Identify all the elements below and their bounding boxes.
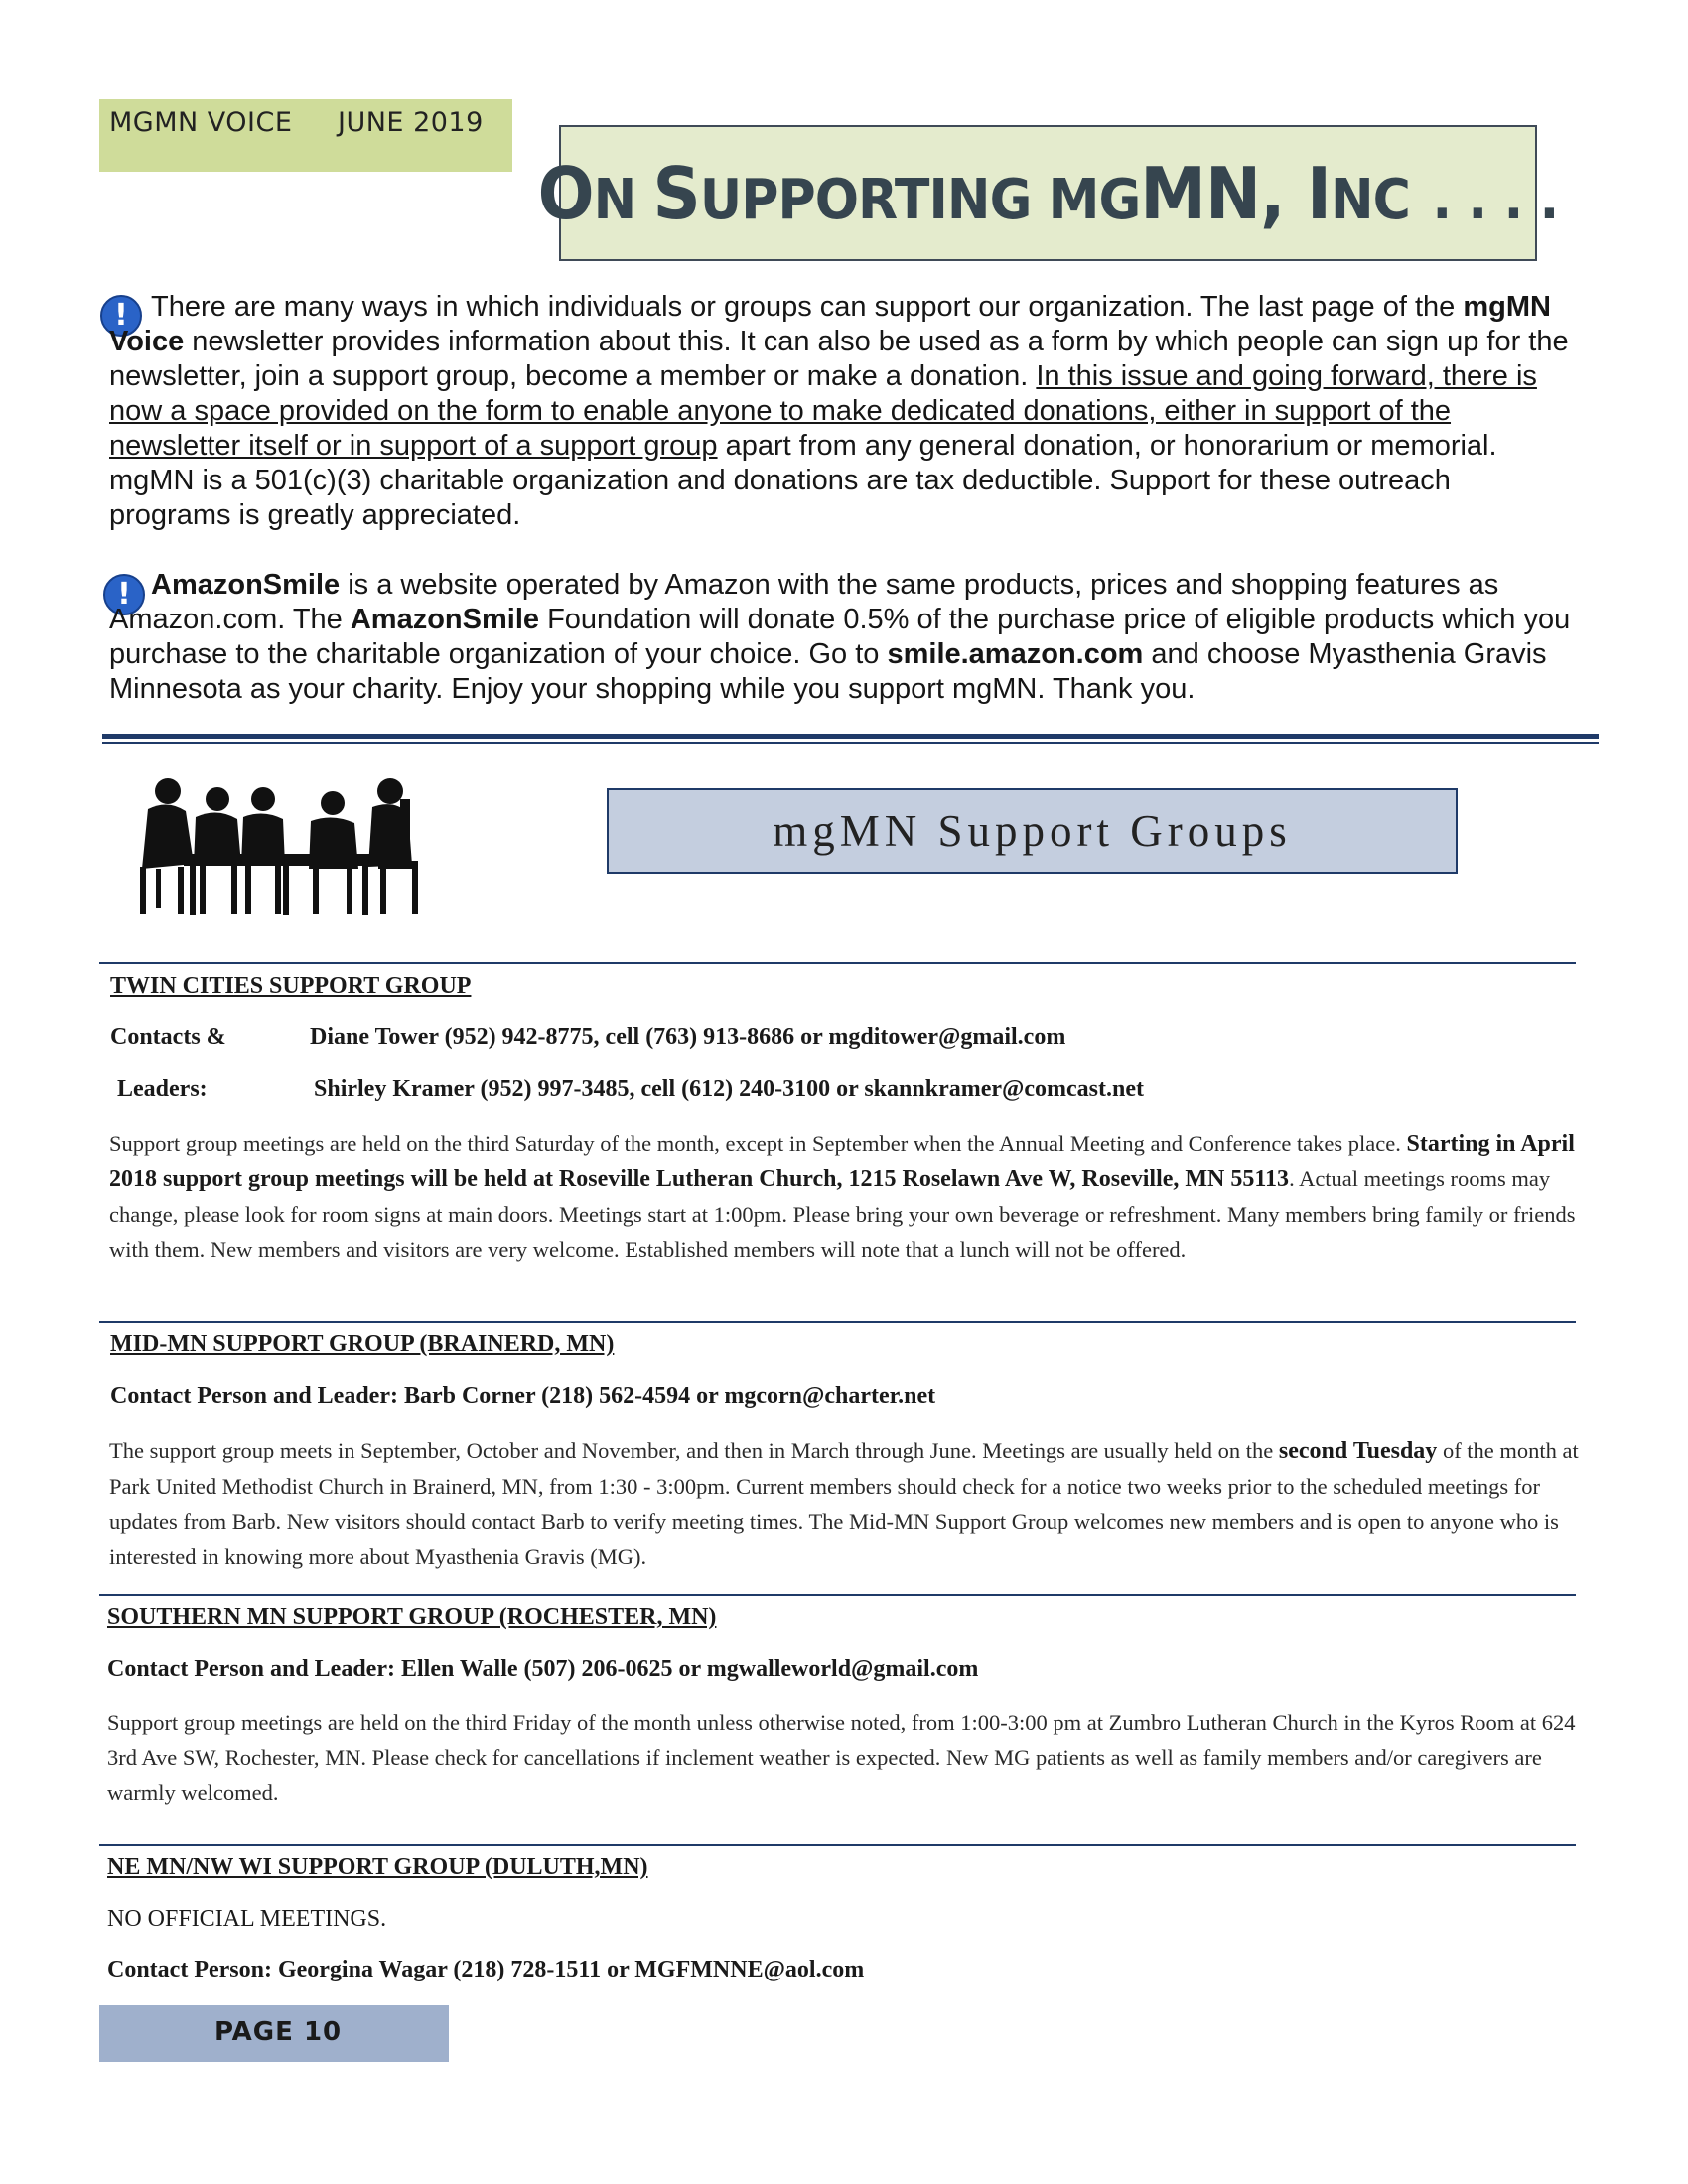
amazonsmile-paragraph: AmazonSmile is a website operated by Amazon with the same products, prices and shopping features as Amazon.com. The AmazonSmile Foundation will donate 0.5% of the purchase price of eligible products which you purchase to the charitable organization of your choice. Go to smile.amazon.com and choose Myasthenia Gravis Minnesota as your charity. Enjoy your shopping while you support mgMN. Thank you. <box>109 569 1571 705</box>
page-title-box <box>537 125 1559 261</box>
leaders-label: Leaders: <box>117 1076 208 1102</box>
contact-diane-tower: Diane Tower (952) 942-8775, cell (763) 913-8686 or mgditower@gmail.com <box>310 1024 1066 1050</box>
exclamation-icon: ! <box>100 295 142 337</box>
section-divider <box>102 734 1599 739</box>
contacts-label: Contacts & <box>110 1024 226 1050</box>
group-divider <box>99 1594 1576 1596</box>
masthead <box>99 99 512 172</box>
ne-mn-heading: NE MN/NW WI SUPPORT GROUP (DULUTH,MN) <box>107 1854 648 1880</box>
section-divider-thin <box>102 742 1599 744</box>
page-number-tab <box>99 2005 449 2062</box>
meeting-silhouette-image <box>134 769 462 918</box>
southern-mn-contact: Contact Person and Leader: Ellen Walle (507) 206-0625 or mgwalleworld@gmail.com <box>107 1656 979 1682</box>
support-info-paragraph: There are many ways in which individuals or groups can support our organization. The last page of the mgMN Voice newsletter provides information about this. It can also be used as a form by which people can sign up for the newsletter, join a support group, become a member or make a donation. In this issue and going forward, there is now a space provided on the form to enable anyone to make dedicated donations, either in support of the newsletter itself or in support of a support group apart from any general donation, or honorarium or memorial. mgMN is a 501(c)(3) charitable organization and donations are tax deductible. Support for these outreach programs is greatly appreciated. <box>109 291 1569 531</box>
mid-mn-heading: MID-MN SUPPORT GROUP (BRAINERD, MN) <box>110 1331 615 1357</box>
page-number: PAGE 10 <box>214 2017 343 2047</box>
twin-cities-heading: TWIN CITIES SUPPORT GROUP <box>110 973 472 999</box>
mid-mn-contact: Contact Person and Leader: Barb Corner (218) 562-4594 or mgcorn@charter.net <box>110 1383 936 1409</box>
twin-cities-body: Support group meetings are held on the third Saturday of the month, except in September when the Annual Meeting and Conference takes place. Starting in April 2018 support group meetings will be held at Roseville Lutheran Church, 1215 Roselawn Ave W, Roseville, MN 55113. Actual meetings rooms may change, please look for room signs at main doors. Meetings start at 1:00pm. Please bring your own beverage or refreshment. Many members bring family or friends with them. New members and visitors are very welcome. Established members will note that a lunch will not be offered. <box>109 1131 1576 1262</box>
page-title: ON SUPPORTING MGMN, INC . . . . <box>537 151 1559 235</box>
exclamation-icon: ! <box>103 574 145 615</box>
mid-mn-body: The support group meets in September, October and November, and then in March through June. Meetings are usually held on the second Tuesday of the month at Park United Methodist Church in Brainerd, MN, from 1:30 - 3:00pm. Current members should check for a notice two weeks prior to the scheduled meetings for updates from Barb. New visitors should contact Barb to verify meeting times. The Mid-MN Support Group welcomes new members and is open to anyone who is interested in knowing more about Myasthenia Gravis (MG). <box>109 1438 1579 1569</box>
group-divider <box>99 1321 1576 1323</box>
contact-shirley-kramer: Shirley Kramer (952) 997-3485, cell (612) 240-3100 or skannkramer@comcast.net <box>314 1076 1144 1102</box>
publication-name: MGMN VOICE <box>109 107 293 138</box>
group-divider <box>99 1844 1576 1846</box>
southern-mn-body: Support group meetings are held on the third Friday of the month unless otherwise noted, from 1:00-3:00 pm at Zumbro Lutheran Church in the Kyros Room at 624 3rd Ave SW, Rochester, MN. Please check for cancellations if inclement weather is expected. New MG patients as well as family members and/or caregivers are warmly welcomed. <box>107 1710 1576 1805</box>
group-divider <box>99 962 1576 964</box>
ne-mn-note: NO OFFICIAL MEETINGS. <box>107 1906 387 1932</box>
southern-mn-heading: SOUTHERN MN SUPPORT GROUP (ROCHESTER, MN) <box>107 1604 717 1630</box>
issue-date: JUNE 2019 <box>338 107 484 138</box>
ne-mn-contact: Contact Person: Georgina Wagar (218) 728-1511 or MGFMNNE@aol.com <box>107 1957 865 1982</box>
support-groups-heading-box <box>607 788 1458 874</box>
support-groups-heading: mgMN Support Groups <box>773 806 1292 856</box>
